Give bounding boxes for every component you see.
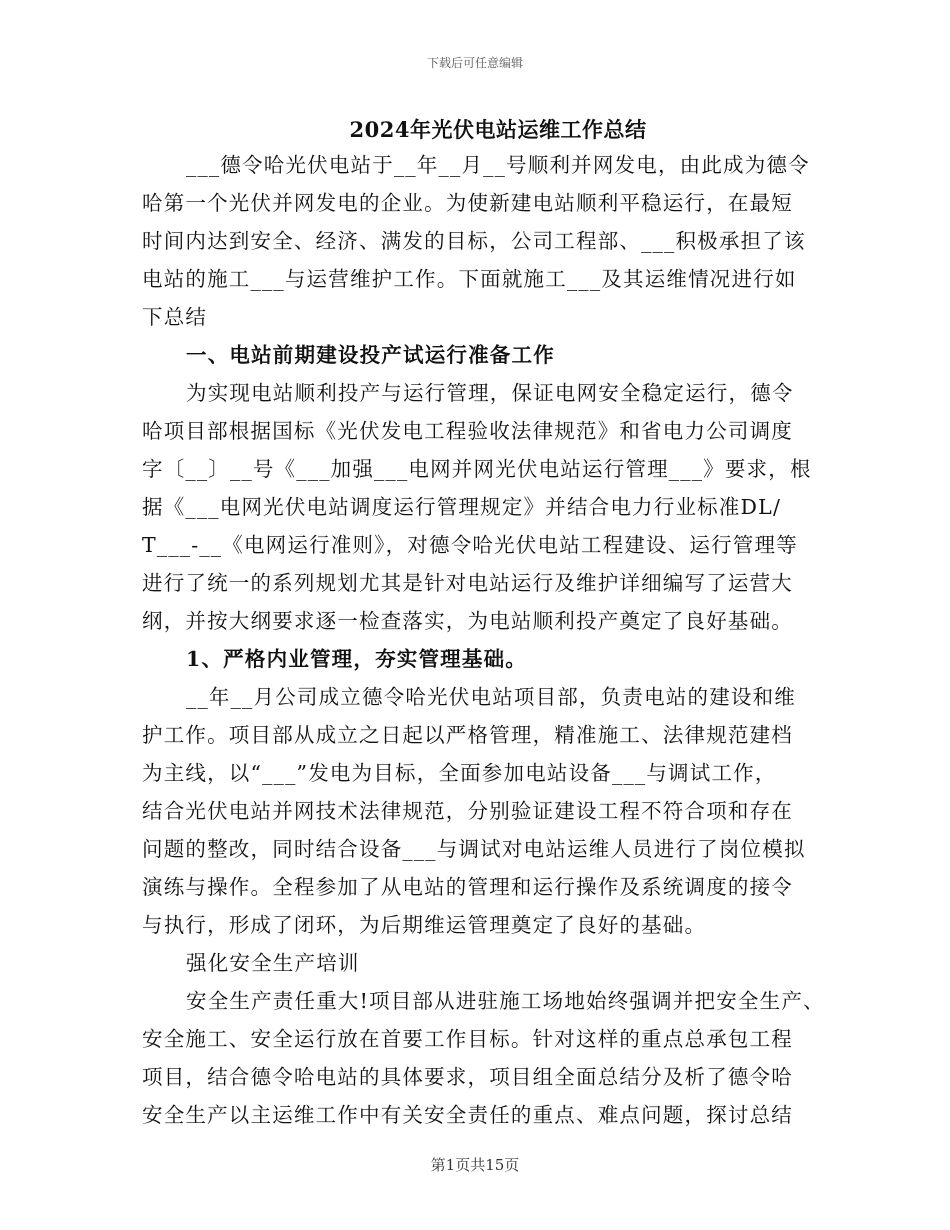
document-title: 2024年光伏电站运维工作总结 bbox=[349, 117, 647, 142]
paragraph-line: 哈项目部根据国标《光伏发电工程验收法律规范》和省电力公司调度 bbox=[142, 419, 793, 443]
subsection-heading: 强化安全生产培训 bbox=[186, 951, 360, 975]
paragraph-line: 安全生产责任重大!项目部从进驻施工场地始终强调并把安全生产、 bbox=[186, 989, 825, 1013]
paragraph-line: 与执行，形成了闭环，为后期维运管理奠定了良好的基础。 bbox=[142, 913, 707, 937]
section-heading: 一、电站前期建设投产试运行准备工作 bbox=[186, 343, 555, 367]
paragraph-line: 为实现电站顺利投产与运行管理，保证电网安全稳定运行，德令 bbox=[186, 381, 794, 405]
paragraph-line: 据《___电网光伏电站调度运行管理规定》并结合电力行业标准DL/ bbox=[142, 495, 782, 519]
paragraph-line: __年__月公司成立德令哈光伏电站项目部，负责电站的建设和维 bbox=[186, 685, 796, 709]
subsection-heading: 1、严格内业管理，夯实管理基础。 bbox=[186, 647, 527, 671]
paragraph-line: 结合光伏电站并网技术法律规范，分别验证建设工程不符合项和存在 bbox=[142, 799, 793, 823]
paragraph-line: 演练与操作。全程参加了从电站的管理和运行操作及系统调度的接令 bbox=[142, 875, 793, 899]
paragraph-line: T___-__《电网运行准则》，对德令哈光伏电站工程建设、运行管理等 bbox=[142, 533, 798, 557]
paragraph-line: 项目，结合德令哈电站的具体要求，项目组全面总结分及析了德令哈 bbox=[142, 1065, 793, 1089]
header-note: 下载后可任意编辑 bbox=[426, 56, 523, 70]
paragraph-line: 纲，并按大纲要求逐一检查落实，为电站顺利投产奠定了良好基础。 bbox=[142, 609, 793, 633]
paragraph-line: 安全施工、安全运行放在首要工作目标。针对这样的重点总承包工程 bbox=[142, 1027, 793, 1051]
paragraph-line: 进行了统一的系列规划尤其是针对电站运行及维护详细编写了运营大 bbox=[142, 571, 793, 595]
paragraph-line: 电站的施工___与运营维护工作。下面就施工___及其运维情况进行如 bbox=[142, 267, 797, 291]
page-number: 第1页共15页 bbox=[430, 1156, 520, 1174]
paragraph-line: 字〔__〕__号《___加强___电网并网光伏电站运行管理___》要求，根 bbox=[142, 457, 812, 481]
paragraph-line: 护工作。项目部从成立之日起以严格管理，精准施工、法律规范建档 bbox=[142, 723, 793, 747]
paragraph-line: 哈第一个光伏并网发电的企业。为使新建电站顺利平稳运行，在最短 bbox=[142, 191, 793, 215]
paragraph-line: 问题的整改，同时结合设备___与调试对电站运维人员进行了岗位模拟 bbox=[142, 837, 806, 861]
paragraph-line: 安全生产以主运维工作中有关安全责任的重点、难点问题，探讨总结 bbox=[142, 1103, 793, 1127]
paragraph-line: ___德令哈光伏电站于__年__月__号顺利并网发电，由此成为德令 bbox=[186, 153, 810, 177]
paragraph-line: 下总结 bbox=[142, 305, 208, 329]
paragraph-line: 时间内达到安全、经济、满发的目标，公司工程部、___积极承担了该 bbox=[142, 229, 806, 253]
paragraph-line: 为主线，以“___”发电为目标，全面参加电站设备___与调试工作， bbox=[142, 761, 777, 785]
